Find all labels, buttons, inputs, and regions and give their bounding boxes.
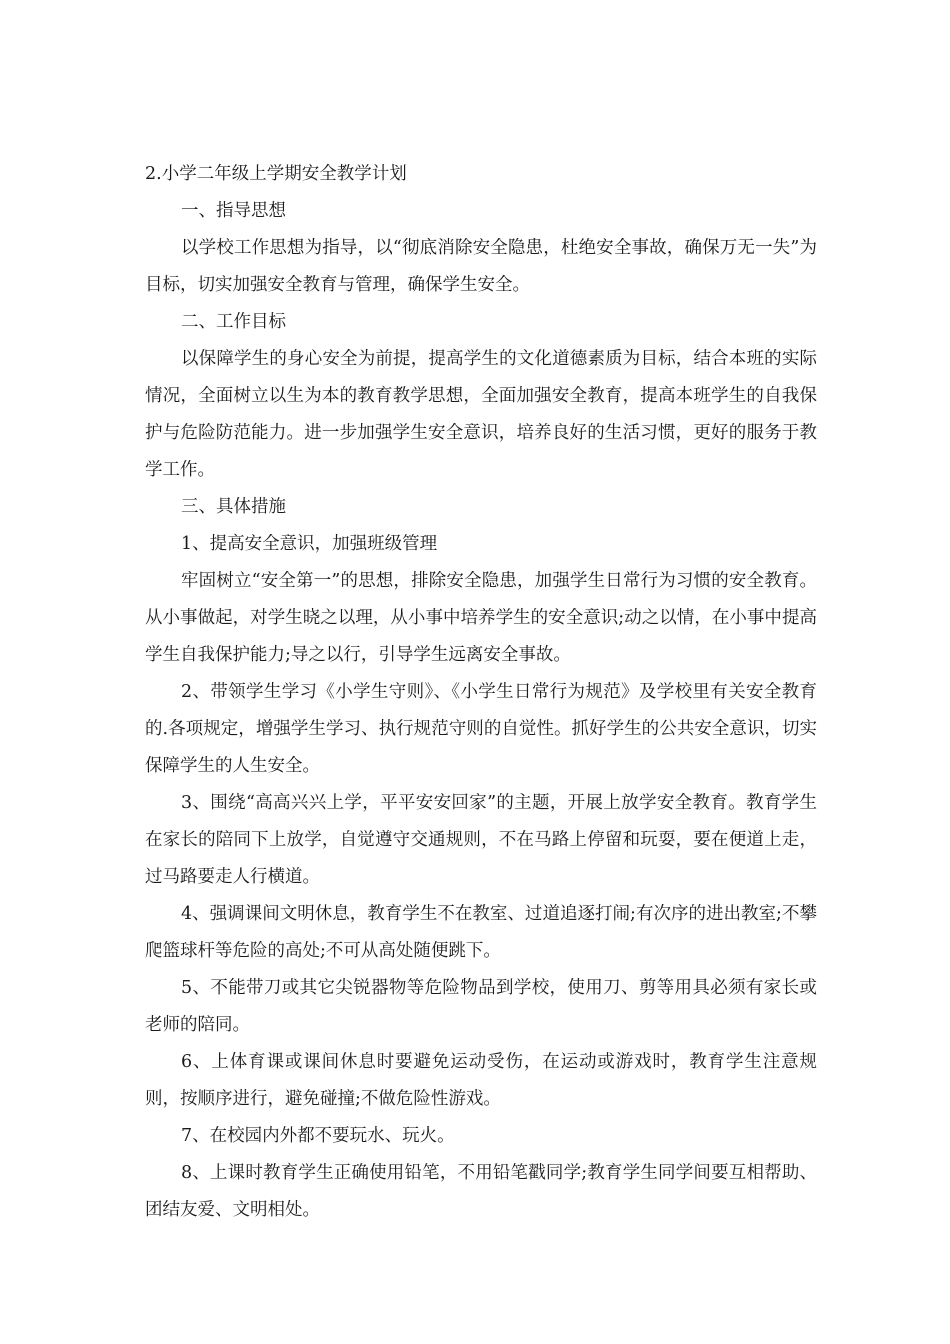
paragraph: 以保障学生的身心安全为前提，提高学生的文化道德素质为目标，结合本班的实际情况，全面树立以生为本的教育教学思想，全面加强安全教育，提高本班学生的自我保护与危险防范能力。进一步加强学生安全意识，培养良好的生活习惯，更好的服务于教学工作。: [145, 349, 817, 480]
list-item: 5、不能带刀或其它尖锐器物等危险物品到学校，使用刀、剪等用具必须有家长或老师的陪同。: [145, 978, 817, 1035]
document-title: 2.小学二年级上学期安全教学计划: [145, 164, 407, 184]
list-item: 4、强调课间文明休息，教育学生不在教室、过道追逐打闹;有次序的进出教室;不攀爬篮球杆等危险的高处;不可从高处随便跳下。: [145, 904, 817, 961]
section-heading-measures: 三、具体措施: [181, 497, 286, 517]
list-item: 3、围绕“高高兴兴上学，平平安安回家”的主题，开展上放学安全教育。教育学生在家长的陪同下上放学，自觉遵守交通规则，不在马路上停留和玩耍，要在便道上走，过马路要走人行横道。: [145, 793, 817, 887]
paragraph: 以学校工作思想为指导，以“彻底消除安全隐患，杜绝安全事故，确保万无一失”为目标，切实加强安全教育与管理，确保学生安全。: [145, 238, 817, 295]
list-item: 1、提高安全意识，加强班级管理: [181, 534, 438, 554]
list-item: 6、上体育课或课间休息时要避免运动受伤，在运动或游戏时，教育学生注意规则，按顺序进行，避免碰撞;不做危险性游戏。: [145, 1052, 817, 1109]
section-heading-work-goals: 二、工作目标: [181, 312, 286, 332]
list-item: 2、带领学生学习《小学生守则》、《小学生日常行为规范》及学校里有关安全教育的.各项规定，增强学生学习、执行规范守则的自觉性。抓好学生的公共安全意识，切实保障学生的人生安全。: [145, 682, 817, 776]
list-item: 8、上课时教育学生正确使用铅笔，不用铅笔戳同学;教育学生同学间要互相帮助、团结友爱、文明相处。: [145, 1163, 817, 1220]
section-heading-guiding-ideology: 一、指导思想: [181, 201, 286, 221]
list-item: 7、在校园内外都不要玩水、玩火。: [181, 1126, 455, 1146]
paragraph: 牢固树立“安全第一”的思想，排除安全隐患，加强学生日常行为习惯的安全教育。从小事做起，对学生晓之以理，从小事中培养学生的安全意识;动之以情，在小事中提高学生自我保护能力;导之以行，引导学生远离安全事故。: [145, 571, 817, 665]
document-page: [145, 156, 817, 1229]
